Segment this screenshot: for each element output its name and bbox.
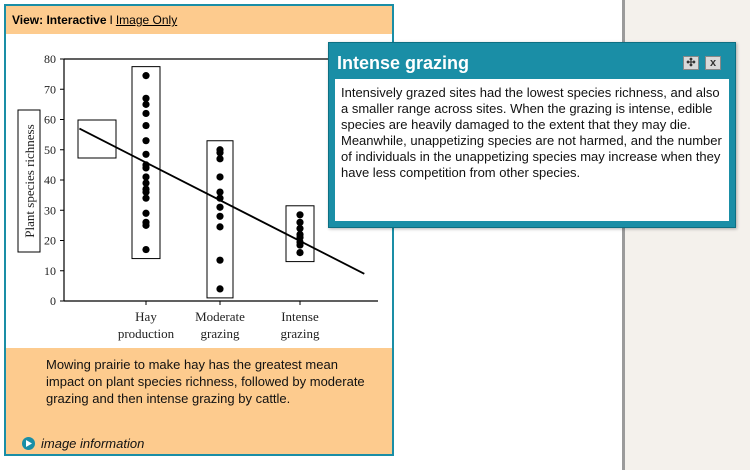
y-axis-label: Plant species richness	[22, 124, 37, 238]
y-tick-label: 60	[44, 112, 56, 127]
data-point	[142, 101, 149, 108]
data-point	[216, 213, 223, 220]
data-point	[216, 257, 223, 264]
close-icon[interactable]: x	[705, 56, 721, 70]
data-point	[142, 164, 149, 171]
image-information-link[interactable]	[22, 436, 144, 451]
y-tick-label: 10	[44, 263, 56, 278]
data-point	[142, 222, 149, 229]
data-point	[142, 72, 149, 79]
y-tick-label: 50	[44, 142, 56, 157]
y-tick-label: 20	[44, 233, 56, 248]
x-tick-label: Moderate	[195, 309, 245, 324]
data-point	[142, 151, 149, 158]
data-point	[142, 122, 149, 129]
view-bar	[6, 6, 392, 34]
view-separator: I	[109, 13, 113, 27]
popup-title: Intense grazing	[337, 53, 470, 73]
image-only-link[interactable]: Image Only	[115, 13, 178, 27]
data-point	[142, 246, 149, 253]
data-point	[216, 223, 223, 230]
data-point	[296, 211, 303, 218]
data-point	[142, 195, 149, 202]
x-tick-label-line2: production	[117, 326, 175, 341]
annotation-box	[78, 120, 116, 158]
y-tick-label: 0	[50, 294, 56, 308]
data-point	[296, 249, 303, 256]
y-tick-label: 30	[44, 203, 56, 218]
view-label: View:	[12, 13, 44, 27]
y-tick-label: 80	[44, 52, 56, 66]
intense-grazing-popup	[328, 42, 736, 228]
move-icon[interactable]: ✣	[683, 56, 699, 70]
data-point	[142, 210, 149, 217]
y-tick-label: 40	[44, 173, 56, 187]
x-tick-label-line2: grazing	[280, 326, 320, 341]
popup-body: Intensively grazed sites had the lowest species richness, and also a smaller range across sites. When the grazing is intense, edible species are heavily damaged to the extent that they may die. Meanwhile, unappetizing species are not harmed, and the number of individuals in the unappetizing species may increase when they have less competition from other species.	[335, 79, 729, 221]
data-point	[216, 285, 223, 292]
caption-band	[6, 348, 392, 454]
y-tick-label: 70	[44, 82, 56, 97]
x-tick-label: Intense	[281, 309, 319, 324]
data-point	[142, 110, 149, 117]
x-tick-label: Hay	[135, 309, 157, 324]
data-point	[216, 155, 223, 162]
data-point	[216, 173, 223, 180]
image-information-label: image information	[41, 436, 145, 451]
data-point	[216, 204, 223, 211]
data-point	[142, 137, 149, 144]
x-tick-label-line2: grazing	[200, 326, 240, 341]
play-circle-icon	[22, 437, 35, 450]
view-mode-interactive: Interactive	[46, 13, 107, 27]
caption-text: Mowing prairie to make hay has the greatest mean impact on plant species richness, followed by moderate grazing and then intense grazing by cattle.	[46, 357, 365, 406]
